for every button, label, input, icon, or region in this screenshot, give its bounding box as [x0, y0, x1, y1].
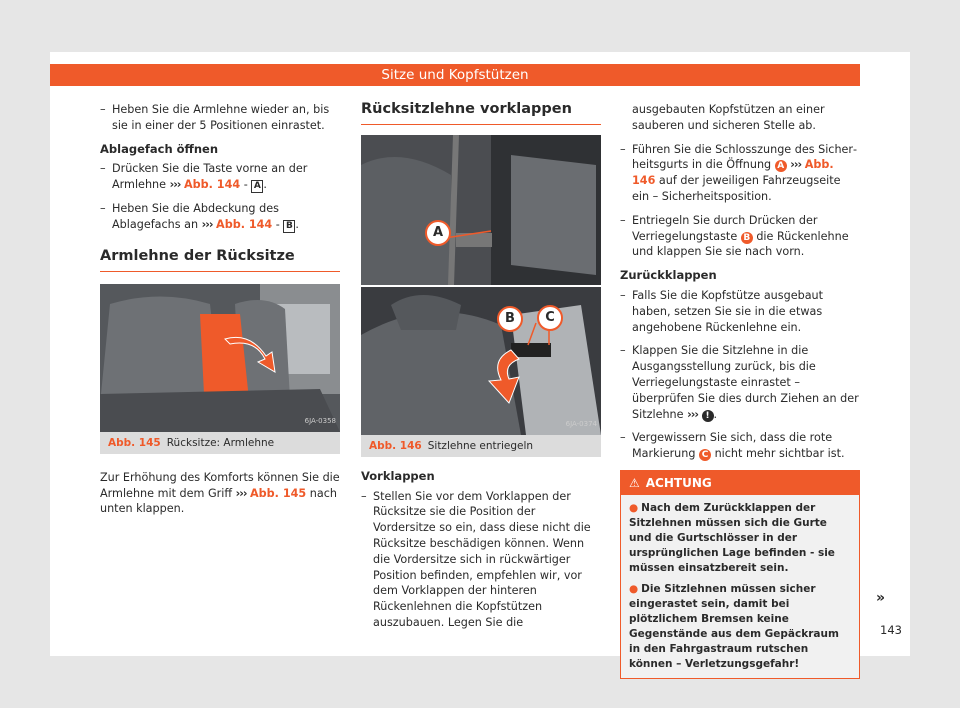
letter-b-icon: B: [283, 220, 295, 233]
list-item: – Stellen Sie vor dem Vorklappen der Rücksitze sie die Position der Vordersitze so ein, dass diese nicht die Rücksitze beschädigen können. Wenn die Vordersitze sich in rückwärtiger Position befinden, empfehlen wir, vor dem Vorklappen der hinteren Rückenlehnen die Kopfstützen auszubauen. Legen Sie die: [361, 489, 601, 631]
warning-item: [629, 582, 851, 672]
figure-number: Abb. 146: [369, 439, 422, 452]
text: Vergewissern Sie sich, dass die rote Markierung: [632, 431, 833, 461]
warning-body: [621, 495, 859, 678]
figure-link[interactable]: Abb. 144: [216, 217, 273, 231]
letter-a-icon: A: [251, 180, 263, 193]
figure-146: [361, 135, 601, 435]
figure-link[interactable]: Abb. 146: [632, 158, 834, 188]
figure-code: 6JA-0374: [565, 420, 597, 428]
warning-box: [620, 470, 860, 679]
letter-c-icon: C: [699, 449, 711, 461]
text: die Rückenlehne und klappen Sie sie nach vorn.: [632, 229, 849, 259]
paragraph: [100, 470, 340, 517]
text: Zur Erhöhung des Komforts können Sie die Armlehne mit dem Griff: [100, 470, 340, 500]
arrow-icon: ›››: [235, 486, 247, 500]
caption-text: Sitzlehne entriegeln: [427, 439, 534, 452]
text: Entriegeln Sie durch Drücken der Verriegelungstaste: [632, 213, 818, 243]
caption-text: Rücksitze: Armlehne: [166, 436, 275, 449]
figure-code: 6JA-0358: [304, 416, 336, 425]
page-number: 143: [880, 623, 902, 637]
page-header: Sitze und Kopfstützen: [50, 64, 860, 86]
list-item: – Drücken Sie die Taste vorne an der Armlehne ››› Abb. 144 - A .: [100, 161, 340, 193]
subheading-vorklappen: Vorklappen: [361, 468, 435, 483]
text: nicht mehr sichtbar ist.: [711, 447, 845, 461]
text: Nach dem Zurückklappen der Sitzlehnen müssen sich die Gurte und die Gurtschlösser in der ursprünglichen Lage befinden - sie müssen einsatzbereit sein.: [629, 501, 835, 574]
letter-a-icon: A: [775, 160, 787, 172]
column-1: [100, 102, 340, 517]
text: Drücken Sie die Taste vorne an der Armlehne: [112, 162, 308, 192]
subheading-zurueckklappen: Zurückklappen: [620, 268, 717, 283]
text: Heben Sie die Abdeckung des Ablagefachs an: [112, 202, 279, 231]
list-item: [620, 142, 860, 205]
continue-marker: »: [876, 590, 886, 606]
figure-link[interactable]: Abb. 145: [250, 486, 307, 500]
subheading-ablagefach: Ablagefach öffnen: [100, 141, 219, 156]
list-item: – Falls Sie die Kopfstütze ausgebaut haben, setzen Sie sie in die etwas angehobene Rückenlehne ein.: [620, 288, 860, 335]
bullet-icon: ●: [629, 501, 639, 514]
text: Klappen Sie die Sitzlehne in die Ausgangsstellung zurück, bis die Verriegelungstaste einrastet – überprüfen Sie dies durch Ziehen an der Sitzlehne: [632, 344, 859, 421]
text: auf der jeweiligen Fahrzeugseite ein – Sicherheitsposition.: [632, 174, 841, 203]
figure-145: [100, 284, 340, 432]
figure-link[interactable]: Abb. 144: [183, 178, 241, 192]
rear-armrest-illustration: [100, 284, 340, 432]
label-c-circle: C: [537, 305, 563, 331]
text: Die Sitzlehnen müssen sicher eingerastet sein, damit bei plötzlichem Bremsen keine Gegenstände aus dem Gepäckraum in den Fahrgastraum rutschen können – Verletzungsgefahr!: [629, 582, 839, 670]
seat-release-illustration: [361, 135, 601, 435]
continued-text: ausgebauten Kopfstützen an einer sauberen und sicheren Stelle ab.: [632, 103, 825, 132]
label-a-circle: A: [425, 220, 451, 246]
warning-header: [621, 471, 859, 495]
section-heading-vorklappen: Rücksitzlehne vorklappen: [361, 102, 601, 125]
text: Führen Sie die Schlosszunge des Sicherheitsgurts in die Öffnung: [632, 142, 858, 172]
letter-b-icon: B: [741, 232, 753, 244]
arrow-icon: ›››: [169, 178, 181, 192]
list-item: – Heben Sie die Abdeckung des Ablagefachs an ››› Abb. 144 - B .: [100, 201, 340, 233]
arrow-icon: ›››: [687, 407, 698, 421]
text: -: [272, 217, 284, 231]
warning-triangle-icon: ⚠: [629, 475, 640, 490]
column-3: [620, 102, 860, 679]
list-item: – Heben Sie die Armlehne wieder an, bis sie in einer der 5 Positionen einrastet.: [100, 102, 340, 134]
warning-title: ACHTUNG: [645, 475, 712, 490]
text: -: [240, 178, 252, 192]
list-item: [620, 430, 860, 462]
section-heading-armlehne: Armlehne der Rücksitze: [100, 249, 340, 272]
bullet-icon: ●: [629, 582, 639, 595]
column-2: [361, 102, 601, 639]
figure-caption: [100, 432, 340, 454]
figure-number: Abb. 145: [108, 436, 161, 449]
text: nach unten klappen.: [100, 486, 337, 516]
label-b-circle: B: [497, 306, 523, 332]
list-item: – Klappen Sie die Sitzlehne in die Ausgangsstellung zurück, bis die Verriegelungstaste einrastet – überprüfen Sie dies durch Ziehen an der Sitzlehne ››› ! .: [620, 343, 860, 422]
arrow-icon: ›››: [790, 158, 802, 172]
warning-item: [629, 501, 851, 576]
list-item: [620, 213, 860, 260]
arrow-icon: ›››: [201, 217, 213, 231]
warning-icon: !: [702, 410, 714, 422]
figure-caption: [361, 435, 601, 457]
